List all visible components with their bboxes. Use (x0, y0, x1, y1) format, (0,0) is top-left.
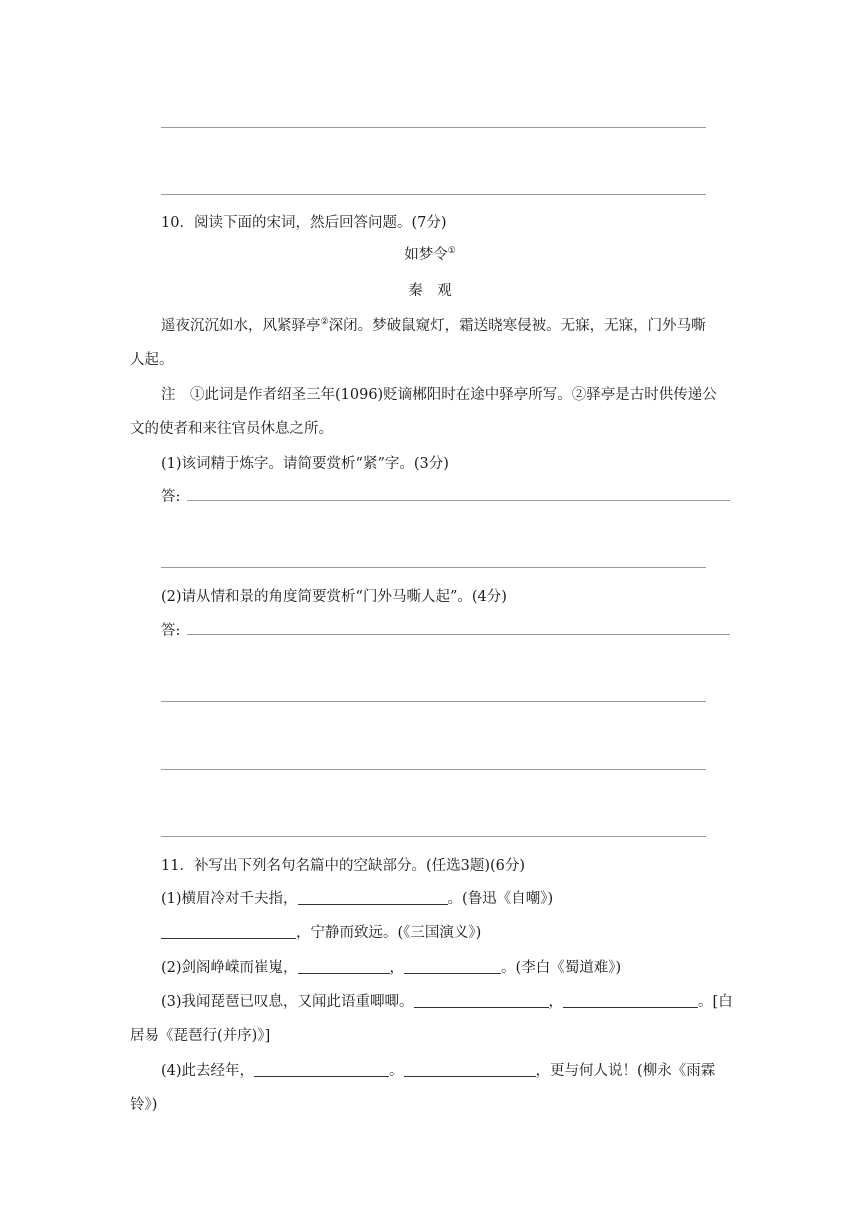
q11-item-4-text-mid: 。 (389, 1063, 404, 1079)
poem-line-1 (161, 316, 706, 336)
q11-item-4-text-a: (4)此去经年， (161, 1063, 255, 1079)
poem-author: 秦 观 (408, 283, 452, 299)
answer-input-line[interactable] (187, 500, 730, 501)
poem-line-1-part-a: 遥夜沉沉如水，风紧驿亭 (161, 318, 321, 334)
q10-sub1-answer-label: 答: (161, 489, 181, 505)
fill-blank[interactable] (298, 890, 448, 905)
fill-blank[interactable] (254, 1062, 389, 1077)
q11-item-3-text-b: 。[白 (698, 994, 733, 1010)
answer-input-line[interactable] (161, 701, 706, 702)
q11-item-4-line-2: 铃》) (130, 1097, 158, 1113)
q10-heading: 10．阅读下面的宋词，然后回答问题。(7分) (161, 215, 447, 231)
q11-heading: 11．补写出下列名句名篇中的空缺部分。(任选3题)(6分) (161, 858, 526, 874)
fill-blank[interactable] (563, 993, 698, 1008)
fill-blank[interactable] (414, 993, 549, 1008)
poem-title-footnote-mark: ① (447, 246, 456, 256)
q11-item-3-line-2: 居易《琵琶行(并序)》] (130, 1028, 271, 1044)
poem-line-1-part-b: 深闭。梦破鼠窥灯，霜送晓寒侵被。无寐，无寐，门外马嘶 (328, 318, 706, 334)
fill-blank[interactable] (404, 1062, 536, 1077)
fill-blank[interactable] (298, 959, 390, 974)
answer-line (161, 127, 706, 128)
fill-blank[interactable] (404, 959, 501, 974)
q10-sub2: (2)请从情和景的角度简要赏析“门外马嘶人起”。(4分) (161, 589, 507, 605)
fill-blank[interactable] (161, 924, 296, 939)
answer-line (161, 194, 706, 195)
q10-sub2-answer-label: 答: (161, 623, 181, 639)
q11-item-2-text-mid: ， (389, 960, 405, 976)
note-line-2: 文的使者和来往官员休息之所。 (130, 421, 333, 437)
answer-input-line[interactable] (161, 769, 706, 770)
q11-item-4-text-b: ，更与何人说！(柳永《雨霖 (535, 1063, 716, 1079)
q11-item-1-text-a: (1)横眉冷对千夫指， (161, 891, 298, 907)
q10-sub1: (1)该词精于炼字。请简要赏析“紧”字。(3分) (161, 456, 449, 472)
answer-input-line[interactable] (161, 567, 706, 568)
answer-input-line[interactable] (161, 836, 706, 837)
poem-line-2: 人起。 (130, 352, 174, 368)
q11-item-1-line-2 (161, 923, 481, 943)
q11-item-3-text-mid: ， (548, 994, 564, 1010)
poem-title-text: 如梦令 (404, 247, 448, 263)
q11-item-1 (161, 889, 553, 909)
q11-item-4 (161, 1061, 715, 1081)
q11-item-2 (161, 958, 621, 978)
answer-input-line[interactable] (187, 634, 730, 635)
q11-item-1-line-2-text: ，宁静而致远。(《三国演义》) (296, 925, 482, 941)
poem-title (0, 245, 860, 265)
q11-item-2-text-a: (2)剑阁峥嵘而崔嵬， (161, 960, 298, 976)
q11-item-1-text-b: 。(鲁迅《自嘲》) (447, 891, 554, 907)
note-line-1: 注 ①此词是作者绍圣三年(1096)贬谪郴阳时在途中驿亭所写。②驿亭是古时供传递公 (161, 387, 717, 403)
q11-item-3 (161, 992, 733, 1012)
q11-item-2-text-b: 。(李白《蜀道难》) (501, 960, 622, 976)
q11-item-3-text-a: (3)我闻琵琶已叹息，又闻此语重唧唧。 (161, 994, 414, 1010)
poem-line-1-footnote-mark: ② (320, 317, 329, 327)
